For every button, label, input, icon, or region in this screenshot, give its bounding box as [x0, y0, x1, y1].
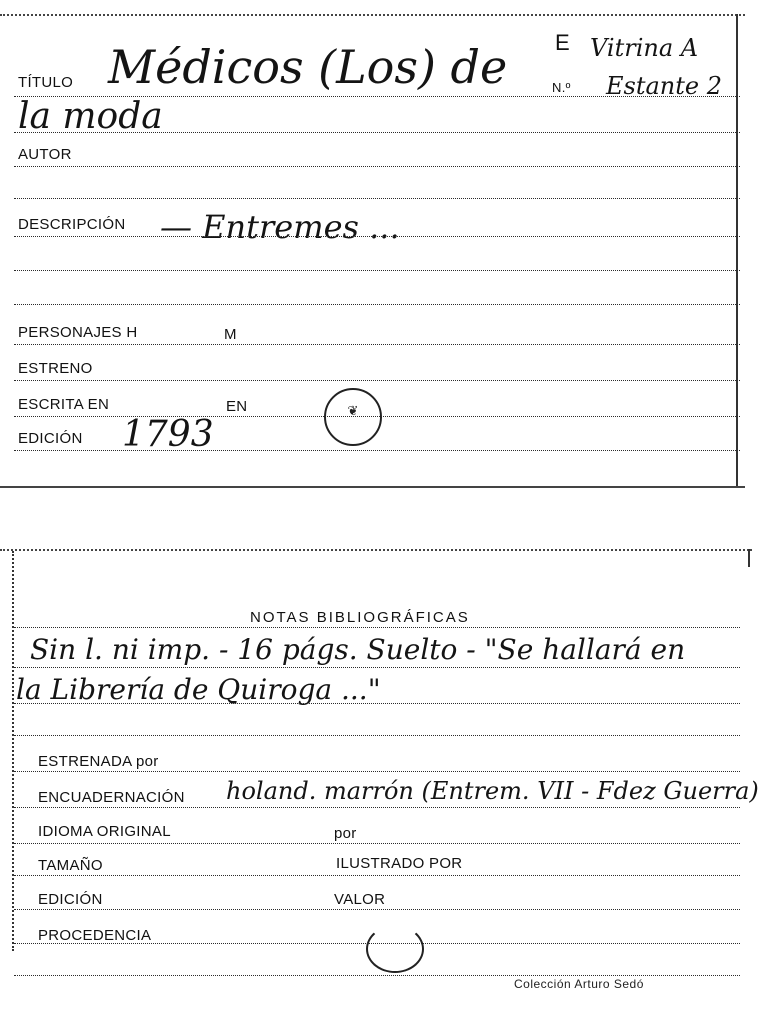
tamano-line: [14, 875, 740, 876]
descripcion-line-2: [14, 270, 740, 271]
idioma-por-label: por: [334, 825, 357, 842]
idioma-line: [14, 843, 740, 844]
faint-stamp-icon: [366, 925, 424, 973]
estrenada-line: [14, 771, 740, 772]
bottom-line: [14, 975, 740, 976]
estreno-label: ESTRENO: [18, 360, 93, 377]
titulo-label: TÍTULO: [18, 74, 74, 91]
notas-line-1: [14, 627, 740, 628]
edicion-back-label: EDICIÓN: [38, 891, 103, 908]
catalog-card-back: [0, 545, 759, 1025]
location-prefix: E: [555, 30, 570, 55]
notas-value-line1: Sin l. ni imp. - 16 págs. Suelto - "Se hallará en: [30, 633, 686, 666]
notas-bibliograficas-title: NOTAS BIBLIOGRÁFICAS: [250, 609, 470, 626]
collection-footer: Colección Arturo Sedó: [514, 977, 644, 991]
card-back-top-edge: [0, 549, 752, 551]
card-back-left-edge: [12, 551, 14, 951]
location-number-label: N.º: [552, 80, 571, 95]
notas-value-line2: la Librería de Quiroga ...": [16, 673, 381, 706]
descripcion-value: — Entremes ...: [160, 208, 400, 246]
notas-line-2: [14, 667, 740, 668]
personajes-line: [14, 344, 740, 345]
escrita-en-label: ESCRITA EN: [18, 396, 110, 413]
valor-label: VALOR: [334, 891, 386, 908]
edicion-back-line: [14, 909, 740, 910]
estrenada-por-label: ESTRENADA por: [38, 753, 159, 770]
encuadernacion-value: holand. marrón (Entrem. VII - Fdez Guerra): [226, 777, 759, 805]
catalog-card-front: [0, 0, 752, 490]
encuadernacion-label: ENCUADERNACIÓN: [38, 789, 185, 806]
encuadernacion-line: [14, 807, 740, 808]
autor-line: [14, 166, 740, 167]
descripcion-label: DESCRIPCIÓN: [18, 216, 126, 233]
tamano-label: TAMAÑO: [38, 857, 103, 874]
descripcion-line-3: [14, 304, 740, 305]
escrita-en-second-label: EN: [226, 398, 248, 415]
notas-line-3: [14, 703, 740, 704]
library-stamp-icon: ❦: [324, 388, 382, 446]
edicion-label: EDICIÓN: [18, 430, 83, 447]
procedencia-label: PROCEDENCIA: [38, 927, 152, 944]
card-back-right-edge: [748, 549, 750, 567]
autor-label: AUTOR: [18, 146, 72, 163]
estante-value: Estante 2: [606, 72, 722, 100]
card-top-edge: [0, 14, 745, 16]
titulo-value-line2: la moda: [18, 96, 163, 137]
personajes-m-label: M: [224, 326, 237, 343]
edicion-value: 1793: [122, 414, 214, 455]
personajes-h-label: PERSONAJES H: [18, 324, 138, 341]
ilustrado-por-label: ILUSTRADO POR: [336, 855, 463, 872]
notas-line-4: [14, 735, 740, 736]
idioma-original-label: IDIOMA ORIGINAL: [38, 823, 171, 840]
estreno-line: [14, 380, 740, 381]
descripcion-line: [14, 236, 740, 237]
titulo-line-2: [14, 132, 740, 133]
vitrina-value: Vitrina A: [590, 34, 699, 62]
edicion-line: [14, 450, 740, 451]
autor-line-2: [14, 198, 740, 199]
titulo-value-line1: Médicos (Los) de: [108, 40, 508, 94]
card-bottom-edge: [0, 486, 745, 488]
